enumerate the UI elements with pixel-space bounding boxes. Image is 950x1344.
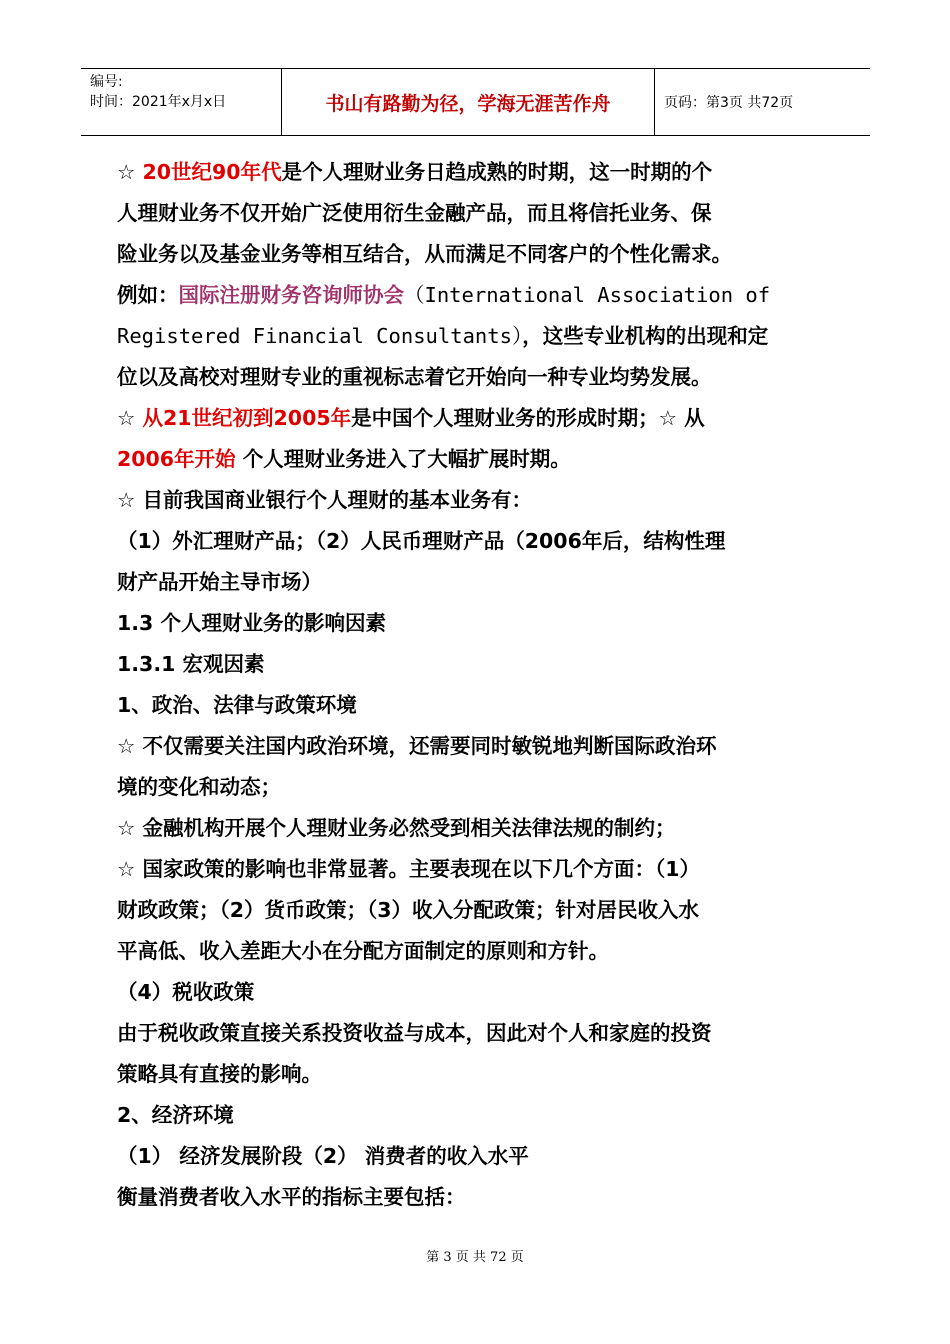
text-line: ☆ 20世纪90年代是个人理财业务日趋成熟的时期，这一时期的个 bbox=[117, 160, 713, 184]
text-line: 财产品开始主导市场） bbox=[117, 570, 322, 594]
text-line: Registered Financial Consultants），这些专业机构的出现和定 bbox=[117, 324, 769, 348]
text-line: 策略具有直接的影响。 bbox=[117, 1062, 322, 1086]
text-line: ☆ 从21世纪初到2005年是中国个人理财业务的形成时期；☆ 从 bbox=[117, 406, 705, 430]
page-footer: 第 3 页 共 72 页 bbox=[426, 1250, 524, 1265]
serial-label: 编号: bbox=[90, 74, 123, 90]
date-label: 时间：2021年x月x日 bbox=[90, 94, 227, 110]
highlight-red: 2006年开始 bbox=[117, 447, 236, 471]
text-line: 位以及高校对理财专业的重视标志着它开始向一种专业均势发展。 bbox=[117, 365, 712, 389]
header-motto: 书山有路勤为径，学海无涯苦作舟 bbox=[282, 69, 655, 135]
document-body bbox=[117, 152, 829, 1218]
text-line: （1） 经济发展阶段（2） 消费者的收入水平 bbox=[117, 1144, 529, 1168]
text-line: 平高低、收入差距大小在分配方面制定的原则和方针。 bbox=[117, 939, 609, 963]
text-line: ☆ 不仅需要关注国内政治环境，还需要同时敏锐地判断国际政治环 bbox=[117, 734, 717, 758]
text-line: 人理财业务不仅开始广泛使用衍生金融产品，而且将信托业务、保 bbox=[117, 201, 712, 225]
text-line: ☆ 目前我国商业银行个人理财的基本业务有： bbox=[117, 488, 533, 512]
section-heading: 1、政治、法律与政策环境 bbox=[117, 693, 357, 717]
page-header bbox=[81, 68, 870, 136]
text-line: （1）外汇理财产品；（2）人民币理财产品（2006年后，结构性理 bbox=[117, 529, 726, 553]
text-line: 险业务以及基金业务等相互结合，从而满足不同客户的个性化需求。 bbox=[117, 242, 732, 266]
text-line: 财政政策；（2）货币政策；（3）收入分配政策；针对居民收入水 bbox=[117, 898, 700, 922]
text-line: 由于税收政策直接关系投资收益与成本，因此对个人和家庭的投资 bbox=[117, 1021, 712, 1045]
text-line: 境的变化和动态； bbox=[117, 775, 281, 799]
section-heading: 2、经济环境 bbox=[117, 1103, 234, 1127]
highlight-purple: 国际注册财务咨询师协会 bbox=[178, 283, 404, 307]
header-page-info: 页码：第3页 共72页 bbox=[664, 95, 794, 111]
text-line: 2006年开始 个人理财业务进入了大幅扩展时期。 bbox=[117, 447, 571, 471]
highlight-red: 20世纪90年代 bbox=[142, 160, 282, 184]
text-line: 例如：国际注册财务咨询师协会（International Association of bbox=[117, 283, 771, 307]
text-line: ☆ 国家政策的影响也非常显著。主要表现在以下几个方面：（1） bbox=[117, 857, 701, 881]
header-meta bbox=[81, 69, 282, 135]
text-line: 衡量消费者收入水平的指标主要包括： bbox=[117, 1185, 466, 1209]
highlight-red: 从21世纪初到2005年 bbox=[142, 406, 352, 430]
text-line: ☆ 金融机构开展个人理财业务必然受到相关法律法规的制约； bbox=[117, 816, 676, 840]
text-line: （4）税收政策 bbox=[117, 980, 255, 1004]
section-heading: 1.3.1 宏观因素 bbox=[117, 652, 265, 676]
section-heading: 1.3 个人理财业务的影响因素 bbox=[117, 611, 386, 635]
